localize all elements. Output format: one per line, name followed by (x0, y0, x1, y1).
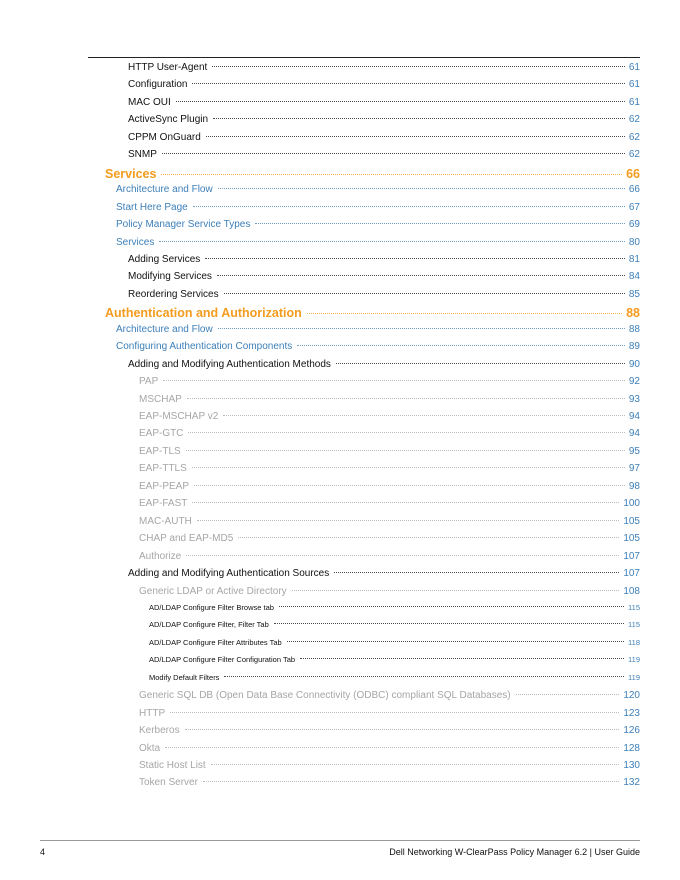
toc-entry[interactable] (139, 743, 640, 754)
toc-entry[interactable] (116, 341, 640, 352)
toc-entry-label: Services (105, 166, 157, 181)
toc-entry[interactable] (139, 376, 640, 387)
toc-dot-leader (163, 380, 625, 381)
toc-entry-page: 67 (628, 201, 640, 213)
toc-entry[interactable] (116, 202, 640, 213)
toc-entry[interactable] (128, 568, 640, 579)
toc-entry-label: SNMP (128, 149, 157, 161)
toc-entry-label: Generic SQL DB (Open Data Base Connectivity (ODBC) compliant SQL Databases) (139, 690, 511, 702)
toc-dot-leader (188, 432, 624, 433)
toc-entry-page: 126 (623, 725, 640, 737)
toc-dot-leader (162, 153, 625, 154)
toc-dot-leader (218, 328, 625, 329)
toc-dot-leader (255, 223, 625, 224)
toc-entry-label: AD/LDAP Configure Filter Browse tab (149, 602, 274, 612)
toc-entry-label: Adding Services (128, 253, 201, 265)
top-rule (88, 57, 640, 58)
toc-dot-leader (292, 590, 620, 591)
toc-entry[interactable] (139, 551, 640, 562)
toc-entry[interactable] (139, 690, 640, 701)
toc-dot-leader (334, 572, 619, 573)
toc-entry-page: 123 (623, 707, 640, 719)
toc-dot-leader (211, 764, 620, 765)
toc-entry-label: EAP-GTC (139, 428, 184, 440)
toc-entry[interactable] (139, 411, 640, 422)
toc-entry[interactable] (139, 446, 640, 457)
toc-entry-label: Okta (139, 742, 161, 754)
toc-dot-leader (185, 729, 620, 730)
toc-dot-leader (187, 398, 625, 399)
toc-entry-label: HTTP (139, 707, 166, 719)
toc-dot-leader (287, 641, 624, 642)
toc-entry-page: 94 (628, 411, 640, 422)
toc-entry-label: AD/LDAP Configure Filter Configuration Tab (149, 655, 296, 665)
toc-entry-page: 61 (628, 62, 640, 73)
toc-entry[interactable] (139, 760, 640, 771)
toc-entry-page: 80 (628, 236, 640, 248)
toc-entry[interactable] (128, 149, 640, 160)
toc-entry[interactable] (139, 708, 640, 719)
toc-dot-leader (161, 174, 622, 175)
toc-dot-leader (186, 450, 625, 451)
toc-entry-label: Policy Manager Service Types (116, 219, 251, 231)
toc-entry-page: 107 (623, 568, 640, 580)
toc-entry-label: Modify Default Filters (149, 672, 220, 682)
toc-entry-label: EAP-TTLS (139, 463, 187, 475)
toc-entry-label: Services (116, 236, 155, 248)
toc-dot-leader (170, 712, 619, 713)
toc-dot-leader (307, 313, 622, 314)
toc-dot-leader (212, 66, 625, 67)
toc-entry-page: 97 (628, 463, 640, 475)
toc-entry-label: MAC OUI (128, 96, 171, 108)
toc-entry[interactable] (149, 655, 640, 664)
toc-entry-label: Reordering Services (128, 288, 219, 300)
toc-entry-label: PAP (139, 376, 159, 388)
toc-dot-leader (194, 485, 625, 486)
toc-entry-page: 69 (628, 219, 640, 231)
toc-entry-page: 66 (626, 166, 640, 181)
footer-rule (40, 840, 640, 841)
toc-entry-label: EAP-PEAP (139, 480, 190, 492)
toc-entry-page: 108 (623, 585, 640, 597)
toc-entry-page: 128 (623, 742, 640, 754)
toc-entry-label: Authentication and Authorization (105, 306, 302, 321)
toc-entry-page: 98 (628, 480, 640, 492)
toc-entry[interactable] (128, 271, 640, 282)
toc-entry[interactable] (139, 725, 640, 736)
toc-dot-leader (224, 293, 625, 294)
toc-dot-leader (297, 345, 625, 346)
toc-entry[interactable] (139, 516, 640, 527)
toc-entry-page: 115 (628, 620, 640, 630)
toc-dot-leader (336, 363, 625, 364)
toc-entry-label: Start Here Page (116, 201, 188, 213)
toc-dot-leader (274, 623, 624, 624)
toc-entry-page: 119 (628, 655, 640, 665)
toc-entry[interactable] (139, 498, 640, 509)
toc-dot-leader (300, 658, 624, 659)
toc-entry-page: 61 (628, 79, 640, 91)
toc-entry-page: 62 (628, 149, 640, 161)
toc-entry[interactable] (128, 254, 640, 265)
toc-entry-page: 84 (628, 271, 640, 283)
toc-entry-page: 107 (623, 550, 640, 562)
toc-entry-label: Kerberos (139, 725, 180, 737)
toc-entry-page: 66 (628, 184, 640, 196)
toc-entry-page: 61 (628, 96, 640, 108)
toc-entry-page: 120 (623, 690, 640, 702)
toc-dot-leader (223, 415, 625, 416)
toc-entry[interactable] (139, 481, 640, 492)
toc-entry-page: 92 (628, 376, 640, 388)
toc-entry-page: 130 (623, 760, 640, 771)
toc-entry-page: 132 (623, 777, 640, 789)
toc-entry[interactable] (116, 184, 640, 195)
toc-entry-label: HTTP User-Agent (128, 62, 208, 73)
toc-entry[interactable] (128, 132, 640, 143)
toc-dot-leader (516, 694, 620, 695)
toc-entry-page: 62 (628, 114, 640, 126)
toc-entry[interactable] (105, 306, 640, 320)
toc-dot-leader (205, 258, 625, 259)
toc-entry[interactable] (149, 638, 640, 647)
toc-entry[interactable] (139, 777, 640, 788)
toc-entry-label: AD/LDAP Configure Filter Attributes Tab (149, 637, 282, 647)
toc-dot-leader (192, 467, 625, 468)
toc-entry-page: 81 (628, 253, 640, 265)
toc-entry-page: 93 (628, 393, 640, 405)
toc-entry-page: 88 (628, 323, 640, 335)
toc-entry-page: 119 (628, 672, 640, 682)
toc-entry[interactable] (139, 533, 640, 544)
toc-dot-leader (193, 206, 625, 207)
toc-entry-page: 105 (623, 515, 640, 527)
toc-entry[interactable] (128, 114, 640, 125)
toc-dot-leader (279, 606, 624, 607)
toc-entry-label: ActiveSync Plugin (128, 114, 209, 126)
toc-dot-leader (217, 275, 625, 276)
toc-entry-label: EAP-FAST (139, 498, 188, 510)
toc-entry-label: CPPM OnGuard (128, 131, 201, 143)
toc-dot-leader (218, 188, 625, 189)
toc-entry[interactable] (105, 167, 640, 181)
toc-entry[interactable] (128, 62, 640, 73)
toc-entry-page: 95 (628, 445, 640, 457)
toc-dot-leader (203, 781, 619, 782)
toc-dot-leader (165, 747, 619, 748)
toc-entry[interactable] (139, 394, 640, 405)
toc-entry[interactable] (128, 289, 640, 300)
toc-entry-label: EAP-MSCHAP v2 (139, 411, 219, 422)
toc-entry-label: Generic LDAP or Active Directory (139, 585, 287, 597)
toc-entry-page: 89 (628, 341, 640, 353)
toc-entry-label: Architecture and Flow (116, 323, 213, 335)
toc-dot-leader (206, 136, 625, 137)
toc-entry-page: 85 (628, 288, 640, 300)
toc-entry[interactable] (139, 586, 640, 597)
toc-entry[interactable] (149, 620, 640, 629)
toc-entry-page: 90 (628, 358, 640, 370)
toc-dot-leader (213, 118, 625, 119)
toc-dot-leader (197, 520, 620, 521)
toc-entry-label: Modifying Services (128, 271, 212, 283)
toc-entry[interactable] (128, 79, 640, 90)
toc-entry-label: Adding and Modifying Authentication Sources (128, 568, 330, 580)
toc-entry-label: MAC-AUTH (139, 515, 192, 527)
toc-entry-label: Configuration (128, 79, 188, 91)
toc-entry[interactable] (149, 673, 640, 682)
toc-entry-label: AD/LDAP Configure Filter, Filter Tab (149, 620, 269, 630)
toc-dot-leader (192, 83, 624, 84)
toc-entry-label: Configuring Authentication Components (116, 341, 293, 353)
toc-entry-page: 105 (623, 533, 640, 545)
toc-dot-leader (192, 502, 619, 503)
toc-entry-label: MSCHAP (139, 393, 182, 405)
toc-entry-page: 115 (628, 602, 640, 612)
toc-entry-page: 118 (628, 637, 640, 647)
toc-entry-label: EAP-TLS (139, 445, 181, 457)
toc-entry[interactable] (128, 359, 640, 370)
toc-entry-page: 94 (628, 428, 640, 440)
toc-entry[interactable] (139, 463, 640, 474)
toc-entry[interactable] (116, 324, 640, 335)
toc-entry-label: Static Host List (139, 760, 206, 771)
toc-entry[interactable] (139, 428, 640, 439)
toc-entry[interactable] (116, 237, 640, 248)
toc-dot-leader (159, 241, 625, 242)
footer-page-number: 4 (40, 847, 46, 857)
toc-dot-leader (224, 676, 624, 677)
toc-entry-label: CHAP and EAP-MD5 (139, 533, 234, 545)
toc-dot-leader (238, 537, 619, 538)
toc-entry-label: Architecture and Flow (116, 184, 213, 196)
toc-dot-leader (186, 555, 619, 556)
toc-entry-page: 62 (628, 131, 640, 143)
toc-entry[interactable] (128, 97, 640, 108)
toc-entry-label: Adding and Modifying Authentication Methods (128, 358, 331, 370)
toc-dot-leader (176, 101, 625, 102)
toc-entry[interactable] (116, 219, 640, 230)
toc-entry-page: 88 (626, 306, 640, 321)
toc-entry-page: 100 (623, 498, 640, 510)
footer-document-title: Dell Networking W-ClearPass Policy Manager 6.2 | User Guide (389, 847, 640, 857)
toc-entry-label: Token Server (139, 777, 198, 789)
toc-entry[interactable] (149, 603, 640, 612)
toc-entry-label: Authorize (139, 550, 182, 562)
